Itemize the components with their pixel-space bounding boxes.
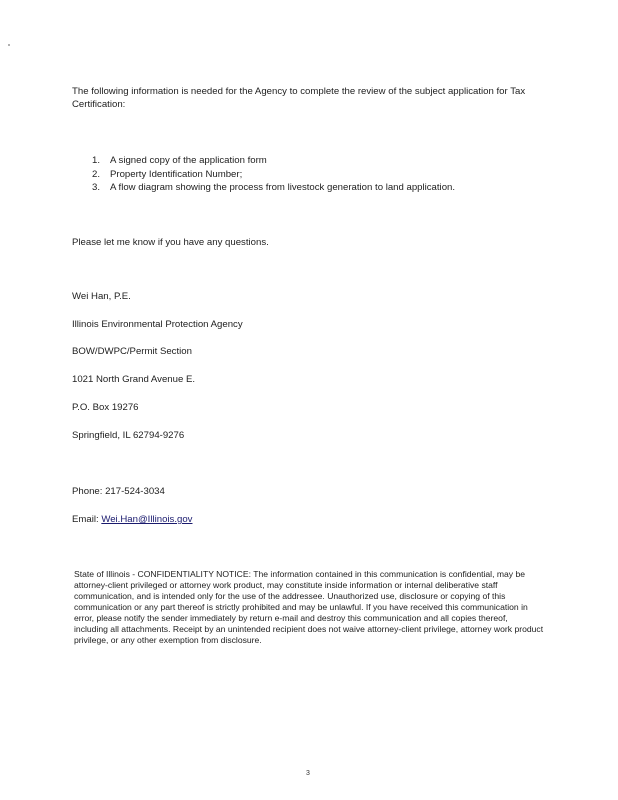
list-item bbox=[92, 154, 455, 168]
phone-line bbox=[72, 485, 165, 498]
scan-speck bbox=[8, 44, 10, 46]
intro-paragraph: The following information is needed for the Agency to complete the review of the subject application for Tax Certification: bbox=[72, 86, 526, 110]
list-number: 1. bbox=[92, 155, 101, 166]
list-number: 2. bbox=[92, 168, 101, 180]
closing-line: Please let me know if you have any questions. bbox=[72, 237, 269, 248]
list-number: 3. bbox=[92, 182, 101, 193]
signature-po-box: P.O. Box 19276 bbox=[72, 402, 139, 413]
list-text: A signed copy of the application form bbox=[110, 155, 267, 166]
page-number: 3 bbox=[306, 770, 310, 777]
email-link[interactable]: Wei.Han@Illinois.gov bbox=[101, 514, 193, 525]
signature-section: BOW/DWPC/Permit Section bbox=[72, 346, 192, 357]
email-label: Email: bbox=[72, 514, 102, 525]
signature-name: Wei Han, P.E. bbox=[72, 291, 131, 302]
confidentiality-notice: State of Illinois - CONFIDENTIALITY NOTICE: The information contained in this communication is confidential, may be attorney-client privileged or attorney work product, may constitute inside information or internal deliberative staff communication, and is intended only for the use of the addressee. Unauthorized use, disclosure or copying of this communication or any part thereof is strictly prohibited and may be unlawful. If you have received this communication in error, please notify the sender immediately by return e-mail and destroy this communication and all copies thereof, including all attachments. Receipt by an unintended recipient does not waive attorney-client privilege, attorney work product privilege, or any other exemption from disclosure. bbox=[74, 569, 544, 645]
list-text: Property Identification Number; bbox=[110, 168, 243, 180]
list-item bbox=[92, 168, 455, 182]
signature-agency: Illinois Environmental Protection Agency bbox=[72, 319, 243, 330]
signature-street: 1021 North Grand Avenue E. bbox=[72, 374, 196, 385]
phone-number: 217-524-3034 bbox=[105, 486, 165, 497]
signature-city: Springfield, IL 62794-9276 bbox=[72, 430, 185, 441]
list-text: A flow diagram showing the process from livestock generation to land application. bbox=[110, 182, 456, 193]
requested-items-list bbox=[92, 154, 455, 195]
list-item bbox=[92, 181, 455, 195]
email-line bbox=[72, 513, 192, 526]
phone-label: Phone: bbox=[72, 486, 106, 497]
